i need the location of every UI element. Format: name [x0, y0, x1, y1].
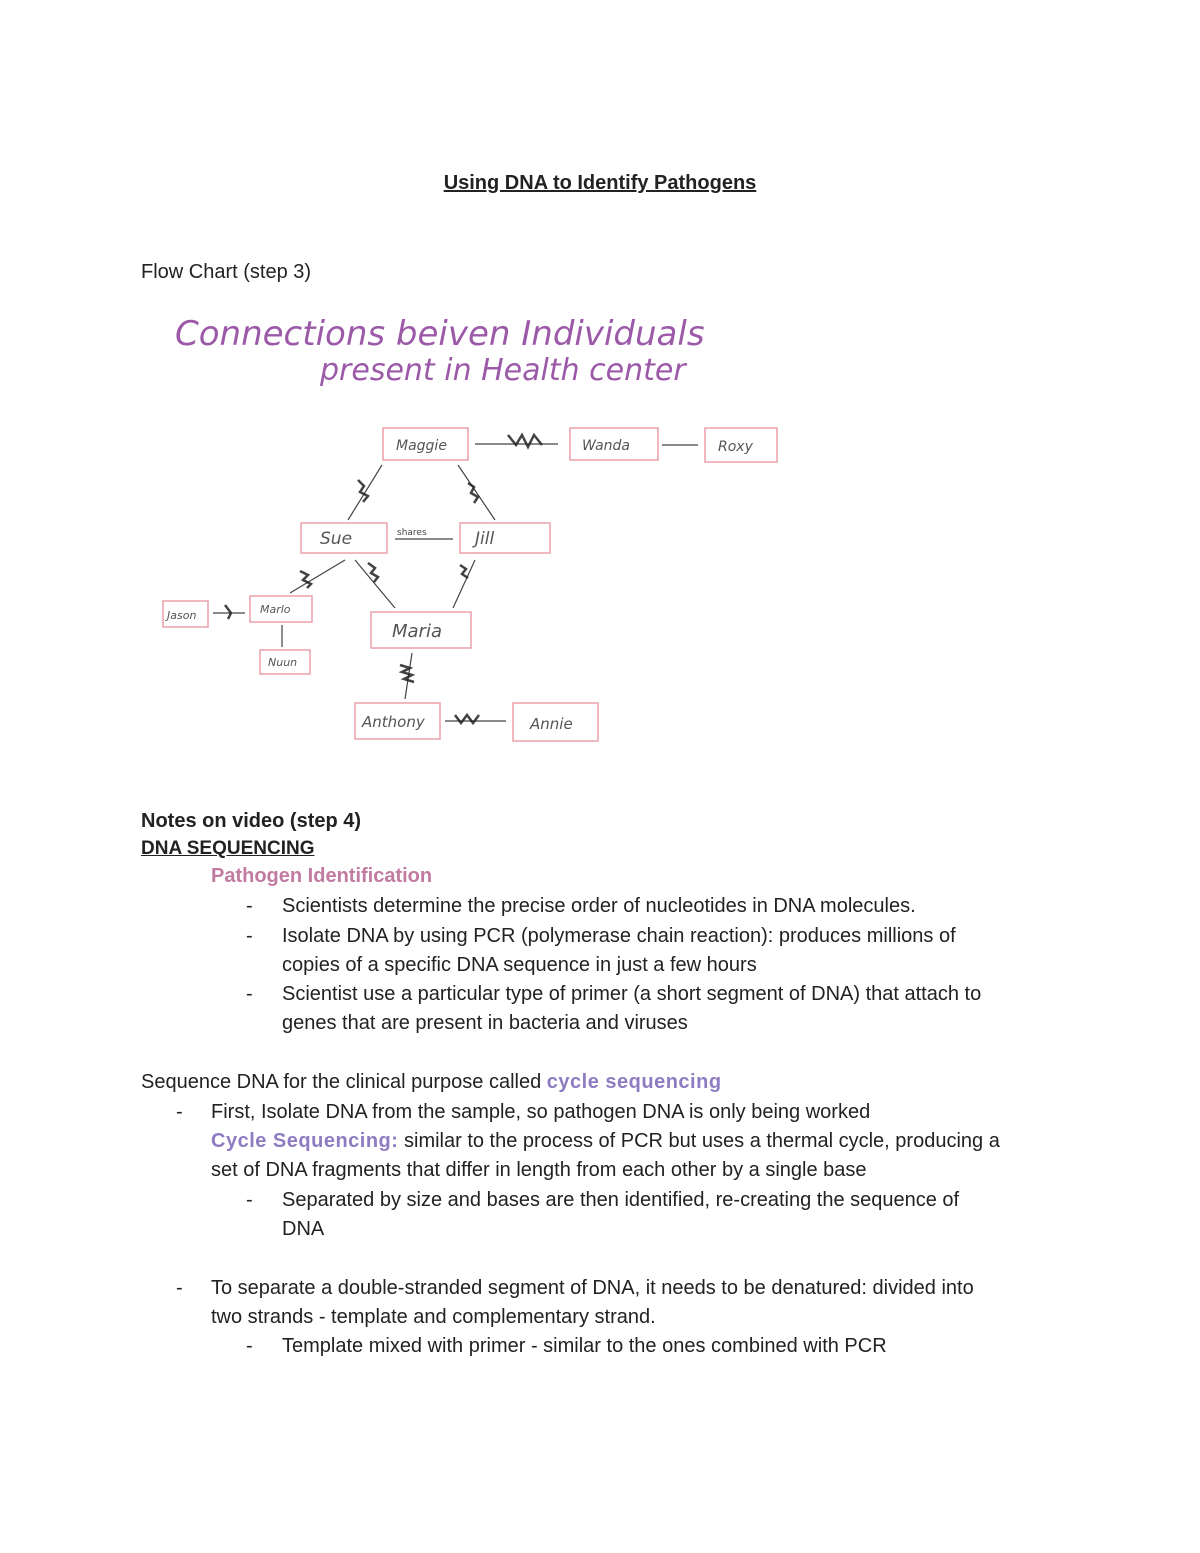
node-box-jill: [460, 523, 550, 553]
scribble-anthony-annie: [455, 715, 479, 723]
first-isolate-text: First, Isolate DNA from the sample, so pathogen DNA is only being worked: [211, 1101, 871, 1123]
node-label-jason: Jason: [167, 609, 197, 622]
scribble-maria-anthony: [400, 665, 414, 682]
bullet-text: genes that are present in bacteria and viruses: [282, 1012, 688, 1034]
cycle-definition-text: similar to the process of PCR but uses a thermal cycle, producing a: [398, 1130, 1000, 1152]
cycle-definition-line-2: set of DNA fragments that differ in length from each other by a single base: [211, 1159, 867, 1181]
node-label-anthony: Anthony: [362, 713, 425, 731]
scribble-jill-maria: [460, 565, 468, 578]
cycle-definition-line: [211, 1127, 1000, 1156]
chart-heading-line2: present in Health center: [320, 353, 686, 388]
denature-text: To separate a double-stranded segment of DNA, it needs to be denatured: divided into: [211, 1277, 974, 1299]
node-label-roxy: Roxy: [718, 439, 753, 455]
node-label-maggie: Maggie: [396, 438, 447, 454]
bullet-text: Scientists determine the precise order of nucleotides in DNA molecules.: [282, 895, 916, 917]
scribble-marlo-jason: [225, 605, 231, 619]
bullet-text: copies of a specific DNA sequence in just a few hours: [282, 954, 757, 976]
flow-chart-heading: Flow Chart (step 3): [141, 261, 312, 283]
scribble-maggie-wanda: [508, 435, 542, 447]
node-label-wanda: Wanda: [582, 438, 630, 454]
template-text: Template mixed with primer - similar to the ones combined with PCR: [282, 1335, 887, 1357]
edge-sue-marlo: [290, 560, 345, 593]
scribble-sue-maria: [368, 563, 378, 582]
node-label-marlo: Marlo: [260, 603, 291, 616]
document-title: Using DNA to Identify Pathogens: [443, 172, 757, 194]
bullet-dash: -: [246, 925, 253, 947]
node-label-maria: Maria: [392, 621, 442, 642]
separated-text-2: DNA: [282, 1218, 325, 1240]
node-label-sue: Sue: [320, 529, 353, 549]
bullet-dash: -: [246, 1189, 253, 1211]
node-label-annie: Annie: [530, 715, 573, 733]
separated-text: Separated by size and bases are then identified, re-creating the sequence of: [282, 1189, 960, 1211]
cycle-sequencing-label: Cycle Sequencing:: [211, 1130, 399, 1152]
pathogen-identification-heading: Pathogen Identification: [211, 865, 433, 887]
edge-label-shares: shares: [397, 528, 427, 538]
connections-flow-chart: [150, 295, 800, 755]
bullet-dash: -: [246, 895, 253, 917]
bullet-dash: -: [246, 1335, 253, 1357]
sequence-intro-line: [141, 1068, 722, 1097]
bullet-dash: -: [176, 1101, 183, 1123]
edge-maggie-sue: [348, 465, 382, 520]
bullet-text: Isolate DNA by using PCR (polymerase chain reaction): produces millions of: [282, 925, 956, 947]
edge-maggie-jill: [458, 465, 495, 520]
bullet-text: Scientist use a particular type of primer (a short segment of DNA) that attach to: [282, 983, 982, 1005]
denature-text-2: two strands - template and complementary strand.: [211, 1306, 656, 1328]
bullet-dash: -: [246, 983, 253, 1005]
sequence-intro-text: Sequence DNA for the clinical purpose called: [141, 1071, 547, 1093]
bullet-dash: -: [176, 1277, 183, 1299]
cycle-sequencing-term: cycle sequencing: [546, 1071, 722, 1093]
node-label-nuun: Nuun: [268, 656, 298, 669]
notes-heading: Notes on video (step 4): [141, 810, 362, 832]
chart-heading-line1: Connections beiven Individuals: [175, 314, 705, 354]
node-label-jill: Jill: [475, 529, 495, 549]
dna-sequencing-heading: DNA SEQUENCING: [141, 838, 315, 859]
